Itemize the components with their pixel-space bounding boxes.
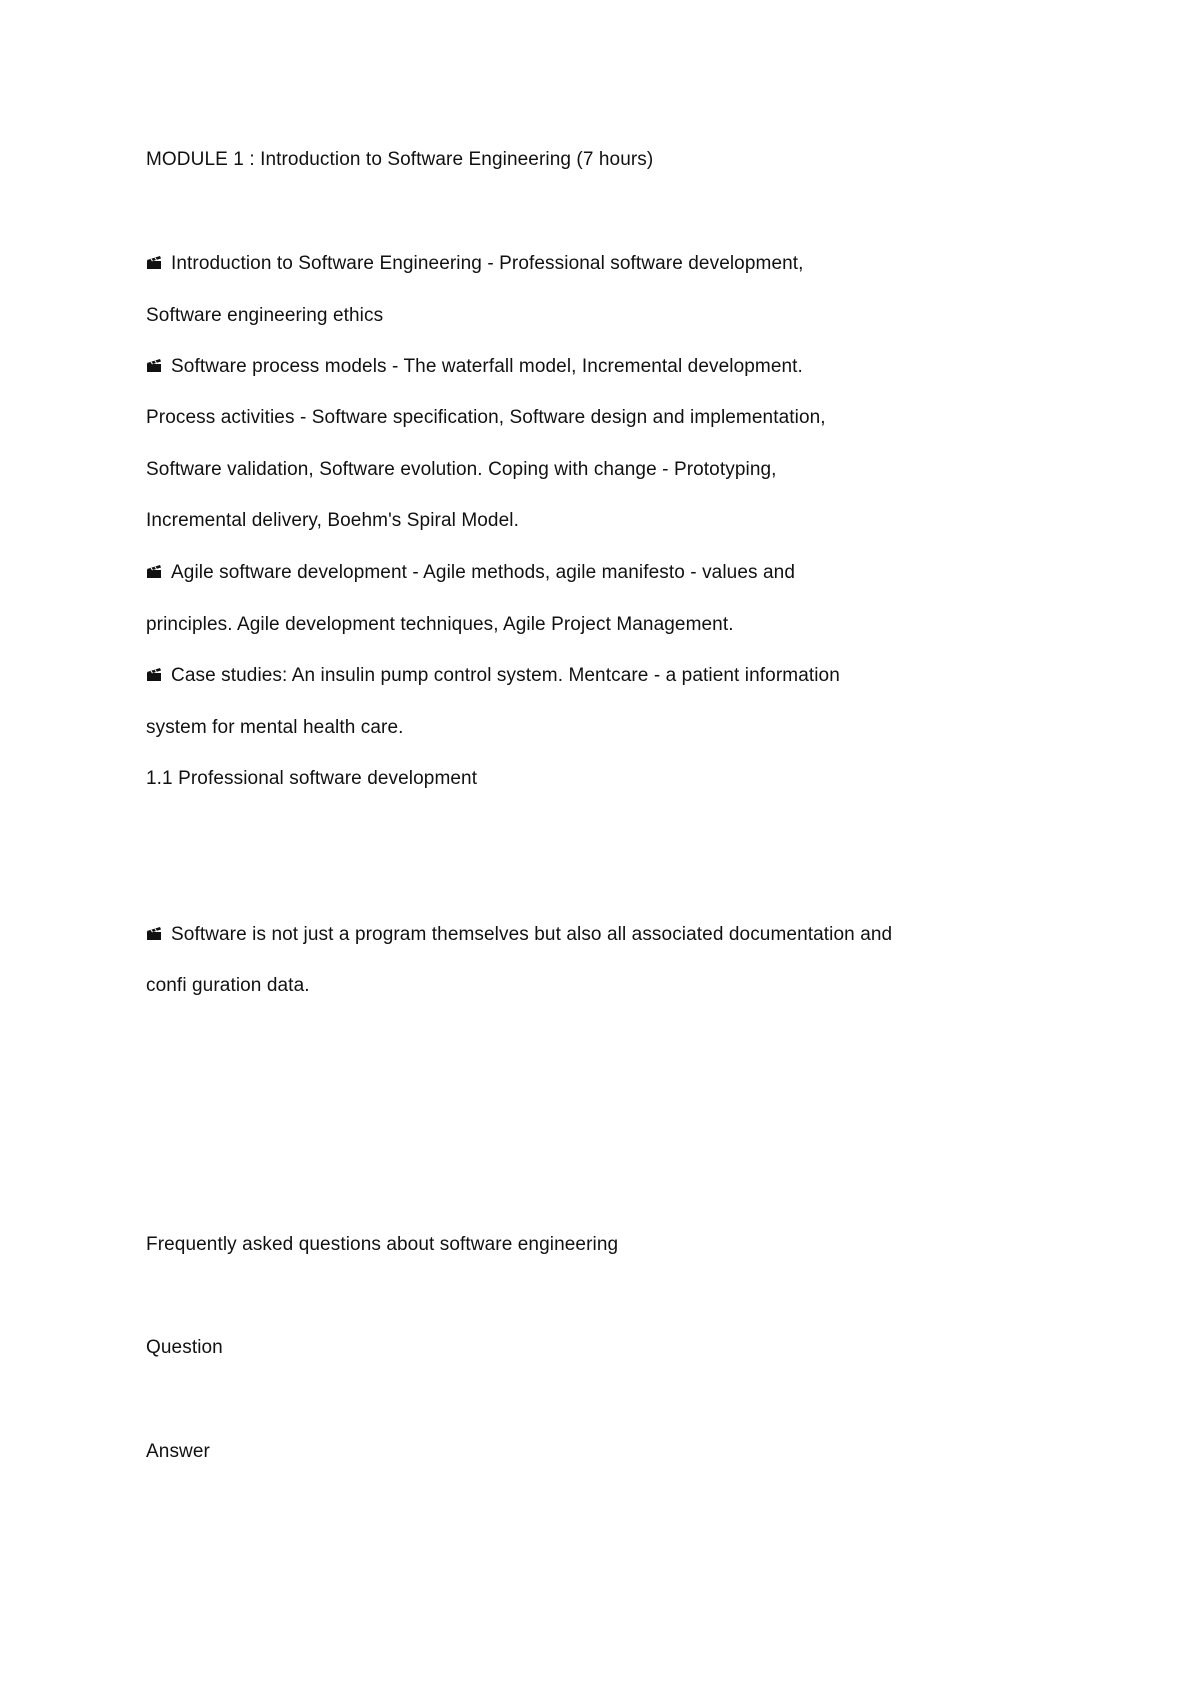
syllabus-item-4-line-1: Case studies: An insulin pump control system. Mentcare - a patient information bbox=[171, 665, 840, 686]
syllabus-item-1-line-1: Introduction to Software Engineering - Professional software development, bbox=[171, 253, 804, 274]
syllabus-item-4-line-2: system for mental health care. bbox=[146, 717, 404, 738]
syllabus-item-2-line-2: Process activities - Software specification, Software design and implementation, bbox=[146, 407, 826, 428]
clapperboard-icon bbox=[146, 927, 162, 941]
faq-question-label: Question bbox=[146, 1337, 223, 1358]
syllabus-item-3-line-1: Agile software development - Agile methods, agile manifesto - values and bbox=[171, 562, 795, 583]
syllabus-item-2-line-3: Software validation, Software evolution. Coping with change - Prototyping, bbox=[146, 459, 777, 480]
syllabus-item-1 bbox=[146, 252, 804, 276]
syllabus-item-3-line-2: principles. Agile development techniques, Agile Project Management. bbox=[146, 614, 734, 635]
section-bullet-line-1: Software is not just a program themselves but also all associated documentation and bbox=[171, 924, 893, 945]
clapperboard-icon bbox=[146, 359, 162, 373]
clapperboard-icon bbox=[146, 565, 162, 579]
clapperboard-icon bbox=[146, 668, 162, 682]
syllabus-item-3 bbox=[146, 561, 795, 585]
faq-heading: Frequently asked questions about software engineering bbox=[146, 1234, 619, 1255]
syllabus-item-2 bbox=[146, 355, 803, 379]
faq-answer-label: Answer bbox=[146, 1441, 210, 1462]
syllabus-item-4 bbox=[146, 664, 840, 688]
syllabus-item-2-line-1: Software process models - The waterfall model, Incremental development. bbox=[171, 356, 803, 377]
module-title: MODULE 1 : Introduction to Software Engineering (7 hours) bbox=[146, 149, 654, 170]
syllabus-item-2-line-4: Incremental delivery, Boehm's Spiral Model. bbox=[146, 510, 519, 531]
syllabus-item-1-line-2: Software engineering ethics bbox=[146, 305, 384, 326]
section-bullet bbox=[146, 923, 892, 947]
clapperboard-icon bbox=[146, 256, 162, 270]
section-heading: 1.1 Professional software development bbox=[146, 768, 478, 789]
section-bullet-line-2: confi guration data. bbox=[146, 975, 310, 996]
